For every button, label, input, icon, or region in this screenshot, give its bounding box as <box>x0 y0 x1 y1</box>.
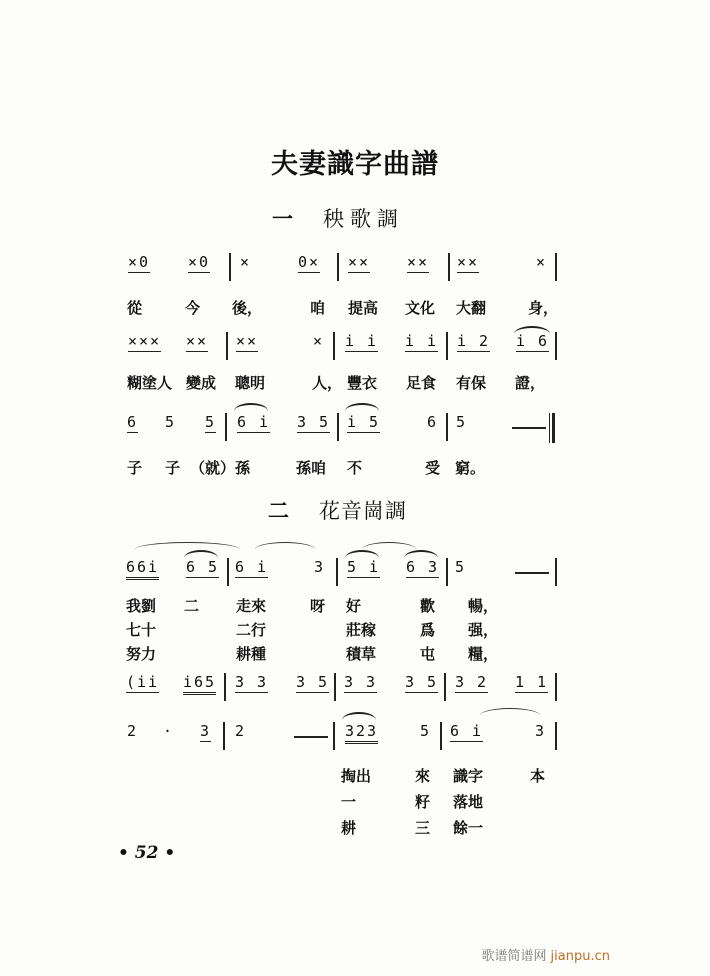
bar-line <box>444 673 446 701</box>
phrase-slur <box>480 708 540 723</box>
note: 5 <box>165 413 177 431</box>
lyric: 識字 <box>453 767 484 785</box>
note: 3 2 <box>455 673 489 691</box>
note: 3 5 <box>297 413 331 431</box>
lyric: 聰明 <box>235 374 266 392</box>
sustain-dash <box>515 572 549 574</box>
note: 3 5 <box>296 673 330 691</box>
lyric: 餘一 <box>453 819 484 837</box>
note: 6 <box>427 413 439 431</box>
lyric: 糊塗人 <box>127 374 173 392</box>
s2-line3-lyrics-verse3 <box>0 817 710 847</box>
note: i i <box>345 332 379 350</box>
lyric: 一 <box>341 793 357 811</box>
note: (ii <box>126 673 160 691</box>
note: i 5 <box>347 413 381 431</box>
lyric: 二行 <box>236 621 267 639</box>
lyric: （就）孫 <box>190 459 251 477</box>
lyric: 後， <box>232 299 263 317</box>
bar-line <box>337 413 339 441</box>
section-1-number: 一 <box>272 207 293 231</box>
lyric: 變成 <box>186 374 217 392</box>
section-2-number: 二 <box>268 499 289 523</box>
bar-line <box>446 558 448 586</box>
bar-line <box>555 722 557 750</box>
lyric: 强， <box>468 621 499 639</box>
note: ×× <box>186 332 209 350</box>
note: ××× <box>128 332 162 350</box>
bar-line <box>224 673 226 701</box>
watermark-site: 歌谱简谱网 <box>481 949 547 964</box>
lyric: 子 <box>127 459 143 477</box>
lyric: 莊稼 <box>346 621 377 639</box>
note: 3 <box>535 722 547 740</box>
bar-line <box>555 253 557 281</box>
lyric: 二 <box>184 597 200 615</box>
s1-line3-lyrics <box>0 457 710 487</box>
lyric: 今 <box>185 299 201 317</box>
s1-line1-notes <box>0 253 710 283</box>
watermark <box>482 945 610 964</box>
lyric: 我劉 <box>126 597 157 615</box>
section-1-name: 秧歌調 <box>323 207 404 231</box>
lyric: 落地 <box>453 793 484 811</box>
lyric: 掏出 <box>341 767 372 785</box>
lyric: 暢， <box>468 597 499 615</box>
lyric: 受 <box>425 459 441 477</box>
note: 3 <box>314 558 326 576</box>
note: 5 <box>420 722 432 740</box>
s1-line2-notes <box>0 332 710 362</box>
note: 323 <box>345 722 378 744</box>
final-bar-line <box>549 413 555 443</box>
sustain-dash <box>294 736 328 738</box>
note: 66i <box>126 558 159 580</box>
lyric: 足食 <box>406 374 437 392</box>
bar-line <box>555 673 557 701</box>
s2-line3-notes <box>0 722 710 752</box>
bar-line <box>446 332 448 360</box>
s2-line2-notes <box>0 673 710 703</box>
note: ×0 <box>128 253 151 271</box>
note: 5 <box>205 413 217 431</box>
s1-line2-lyrics <box>0 372 710 402</box>
lyric: 爲 <box>420 621 436 639</box>
lyric: 歡 <box>420 597 436 615</box>
s1-line3-notes <box>0 413 710 443</box>
note: 6 <box>127 413 139 431</box>
bar-line <box>555 558 557 586</box>
lyric: 有保 <box>456 374 487 392</box>
note: 6 i <box>235 558 269 576</box>
note: ×0 <box>188 253 211 271</box>
lyric: 七十 <box>126 621 157 639</box>
note: ×× <box>457 253 480 271</box>
note: i65 <box>183 673 216 695</box>
note: 1 1 <box>515 673 549 691</box>
page-title: 夫妻識字曲譜 <box>271 149 439 180</box>
note: × <box>240 253 252 271</box>
lyric: 身， <box>528 299 559 317</box>
bar-line <box>227 558 229 586</box>
note: ×× <box>348 253 371 271</box>
lyric: 好 <box>346 597 362 615</box>
bar-line <box>223 722 225 750</box>
bar-line <box>226 332 228 360</box>
note: ×× <box>236 332 259 350</box>
note: 5 <box>456 413 468 431</box>
note: i i <box>405 332 439 350</box>
sustain-dash <box>512 427 546 429</box>
phrase-slur <box>255 542 315 557</box>
note: 6 3 <box>406 558 440 576</box>
bar-line <box>336 558 338 586</box>
note: 2 <box>127 722 139 740</box>
lyric: 積草 <box>346 645 377 663</box>
lyric: 咱 <box>310 299 326 317</box>
note: × <box>313 332 325 350</box>
lyric: 窮。 <box>455 459 486 477</box>
page-number: • 52 • <box>118 843 176 863</box>
note: 3 3 <box>235 673 269 691</box>
note: i 2 <box>457 332 491 350</box>
lyric: 提高 <box>348 299 379 317</box>
lyric: 人， <box>312 374 343 392</box>
lyric: 努力 <box>126 645 157 663</box>
bar-line <box>448 253 450 281</box>
note: 5 i <box>347 558 381 576</box>
note: 0× <box>298 253 321 271</box>
bar-line <box>337 253 339 281</box>
section-2-name: 花音崗調 <box>319 499 407 523</box>
section-1-heading <box>272 203 404 233</box>
lyric: 耕種 <box>236 645 267 663</box>
lyric: 來 <box>415 767 431 785</box>
note: × <box>536 253 548 271</box>
lyric: 走來 <box>236 597 267 615</box>
lyric: 豐衣 <box>347 374 378 392</box>
note: i 6 <box>516 332 550 350</box>
lyric: 三 <box>415 819 431 837</box>
bar-line <box>334 673 336 701</box>
bar-line <box>225 413 227 441</box>
bar-line <box>440 722 442 750</box>
lyric: 文化 <box>405 299 436 317</box>
lyric: 孫咱 <box>296 459 327 477</box>
lyric: 糧， <box>468 645 499 663</box>
bar-line <box>229 253 231 281</box>
bar-line <box>446 413 448 441</box>
lyric: 證， <box>515 374 546 392</box>
lyric: 從 <box>127 299 143 317</box>
s2-line1-lyrics-verse3 <box>0 643 710 673</box>
lyric: 不 <box>347 459 363 477</box>
lyric: 本 <box>530 767 546 785</box>
note: 3 <box>200 722 212 740</box>
bar-line <box>333 332 335 360</box>
s1-line1-lyrics <box>0 297 710 327</box>
bar-line <box>555 332 557 360</box>
note: 3 3 <box>344 673 378 691</box>
note: 2 <box>235 722 247 740</box>
note: 6 i <box>450 722 484 740</box>
bar-line <box>333 722 335 750</box>
lyric: 大翻 <box>456 299 487 317</box>
lyric: 子 <box>165 459 181 477</box>
note: 6 i <box>237 413 271 431</box>
note: ×× <box>407 253 430 271</box>
lyric: 耕 <box>341 819 357 837</box>
lyric: 呀 <box>310 597 326 615</box>
watermark-url: jianpu.cn <box>550 949 610 964</box>
lyric: 籽 <box>415 793 431 811</box>
s2-line1-notes <box>0 558 710 588</box>
section-2-heading <box>268 495 407 525</box>
note: 6 5 <box>186 558 220 576</box>
dot: · <box>163 722 175 740</box>
note: 3 5 <box>405 673 439 691</box>
lyric: 屯 <box>420 645 436 663</box>
note: 5 <box>455 558 467 576</box>
